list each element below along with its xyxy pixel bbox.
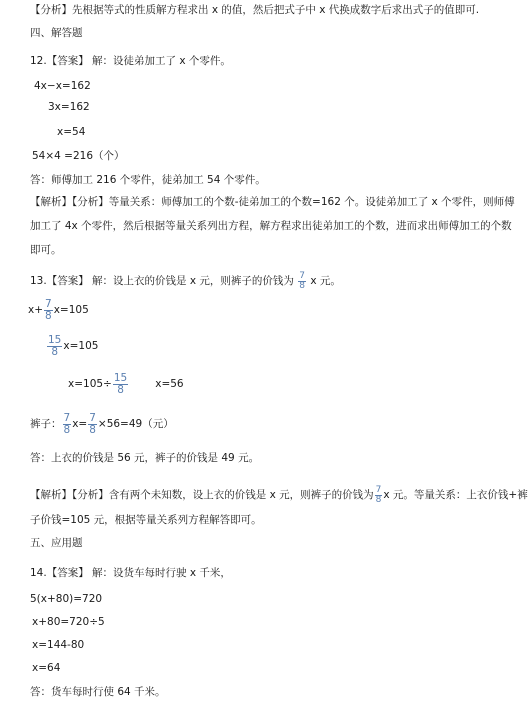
q13-analysis-line-1: 【解析】【分析】含有两个未知数，设上衣的价钱是 x 元，则裤子的价钱为 $\frac{7}{8}$ x 元。等量关系：上衣价钱+裤 <box>30 484 528 505</box>
q13-analysis-line-2: 子价钱=105 元，根据等量关系列方程解答即可。 <box>30 514 262 526</box>
q14-step-1: 5(x+80)=720 <box>30 593 103 605</box>
q13-step-4: 裤子： $\frac{7}{8}$ x= $\frac{7}{8}$ ×56=49（元） <box>30 411 174 436</box>
fraction-seven-eighths: $\frac{7}{8}$ <box>299 270 306 291</box>
fraction-seven-eighths: $\frac{7}{8}$ <box>89 411 96 436</box>
q13-answer-head: 13.【答案】 解：设上衣的价钱是 x 元，则裤子的价钱为 $\frac{7}{8}$ x 元。 <box>30 270 341 291</box>
analysis-q11: 【分析】先根据等式的性质解方程求出 x 的值，然后把式子中 x 代换成数字后求出式子的值即可. <box>30 4 480 16</box>
q14-step-3: x=144-80 <box>32 639 85 651</box>
q13-conclusion: 答：上衣的价钱是 56 元，裤子的价钱是 49 元。 <box>30 452 260 464</box>
fraction-fifteen-eighths: $\frac{15}{8}$ <box>48 333 62 358</box>
q12-step-2: 3x=162 <box>48 101 90 113</box>
q12-analysis-line-2: 加工了 4x 个零件，然后根据等量关系列出方程，解方程求出徒弟加工的个数，进而求出师傅加工的个数 <box>30 220 512 232</box>
q13-step-3: x=105÷ $\frac{15}{8}$ x=56 <box>68 371 184 396</box>
q12-answer-head: 12.【答案】 解：设徒弟加工了 x 个零件。 <box>30 55 231 67</box>
q14-step-4: x=64 <box>32 662 61 674</box>
section-heading-5: 五、应用题 <box>30 537 83 549</box>
q12-step-3: x=54 <box>57 126 86 138</box>
q13-step-1: x+ $\frac{7}{8}$ x=105 <box>28 297 89 322</box>
q12-step-1: 4x−x=162 <box>34 80 91 92</box>
q12-analysis-line-1: 【解析】【分析】等量关系：师傅加工的个数-徒弟加工的个数=162 个。设徒弟加工了 x 个零件，则师傅 <box>30 196 515 208</box>
fraction-seven-eighths: $\frac{7}{8}$ <box>63 411 71 436</box>
q13-step-2: $\frac{15}{8}$ x=105 <box>48 333 99 358</box>
q14-step-2: x+80=720÷5 <box>32 616 105 628</box>
q14-answer-head: 14.【答案】 解：设货车每时行驶 x 千米， <box>30 567 231 579</box>
q12-conclusion: 答：师傅加工 216 个零件，徒弟加工 54 个零件。 <box>30 174 266 186</box>
q12-step-4: 54×4 =216（个） <box>32 150 125 162</box>
q12-analysis-line-3: 即可。 <box>30 244 62 256</box>
fraction-fifteen-eighths: $\frac{15}{8}$ <box>113 371 128 396</box>
fraction-seven-eighths: $\frac{7}{8}$ <box>375 484 382 505</box>
fraction-seven-eighths: $\frac{7}{8}$ <box>45 297 52 322</box>
section-heading-4: 四、解答题 <box>30 27 83 39</box>
q14-conclusion: 答：货车每时行使 64 千米。 <box>30 686 166 698</box>
